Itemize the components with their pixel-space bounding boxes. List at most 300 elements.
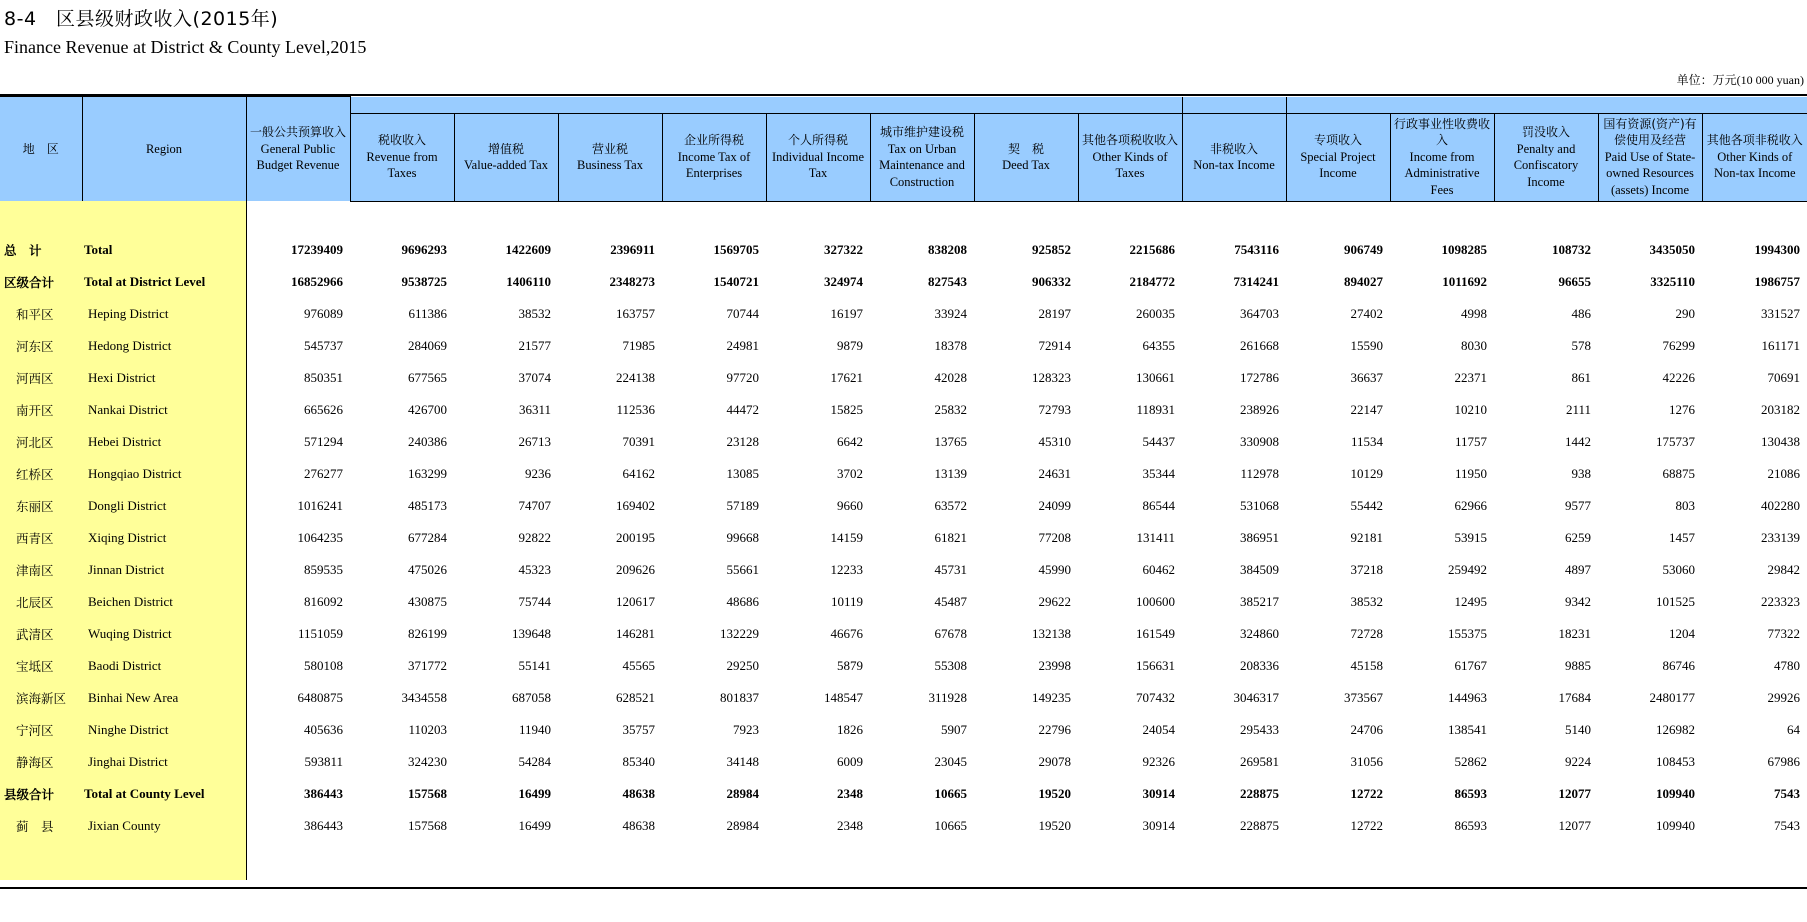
value-cell: 14159 bbox=[830, 529, 863, 545]
value-cell: 60462 bbox=[1142, 561, 1175, 577]
value-cell: 28984 bbox=[726, 817, 759, 833]
value-cell: 17621 bbox=[830, 369, 863, 385]
value-cell: 5907 bbox=[941, 721, 967, 737]
value-cell: 86593 bbox=[1454, 817, 1487, 833]
value-cell: 97720 bbox=[726, 369, 759, 385]
region-name-cn: 津南区 bbox=[0, 554, 82, 586]
value-cell: 7543 bbox=[1774, 785, 1800, 801]
value-cell: 72914 bbox=[1038, 337, 1071, 353]
value-cell: 35757 bbox=[622, 721, 655, 737]
value-cell: 6259 bbox=[1565, 529, 1591, 545]
value-cell: 1569705 bbox=[713, 241, 759, 257]
spacer-row bbox=[0, 842, 1807, 880]
value-cell: 29622 bbox=[1038, 593, 1071, 609]
value-cell: 611386 bbox=[408, 305, 447, 321]
value-cell: 15825 bbox=[830, 401, 863, 417]
table-body bbox=[0, 201, 1807, 880]
value-cell: 801837 bbox=[720, 689, 759, 705]
value-cell: 580108 bbox=[304, 657, 343, 673]
value-cell: 4780 bbox=[1774, 657, 1800, 673]
value-cell: 906749 bbox=[1344, 241, 1383, 257]
value-cell: 906332 bbox=[1032, 273, 1071, 289]
value-cell: 28984 bbox=[726, 785, 759, 801]
value-cell: 687058 bbox=[512, 689, 551, 705]
value-cell: 23998 bbox=[1038, 657, 1071, 673]
region-name-cn: 县级合计 bbox=[0, 778, 82, 810]
value-cell: 386443 bbox=[304, 817, 343, 833]
value-cell: 9224 bbox=[1565, 753, 1591, 769]
value-cell: 131411 bbox=[1136, 529, 1175, 545]
value-cell: 29250 bbox=[726, 657, 759, 673]
value-cell: 13765 bbox=[934, 433, 967, 449]
value-cell: 11950 bbox=[1454, 465, 1487, 481]
value-cell: 385217 bbox=[1240, 593, 1279, 609]
value-cell: 144963 bbox=[1448, 689, 1487, 705]
value-cell: 2348273 bbox=[609, 273, 655, 289]
value-cell: 30914 bbox=[1142, 785, 1175, 801]
value-cell: 10210 bbox=[1454, 401, 1487, 417]
value-cell: 72793 bbox=[1038, 401, 1071, 417]
region-name-en: Total at District Level bbox=[82, 266, 246, 298]
value-cell: 161171 bbox=[1761, 337, 1800, 353]
value-cell: 27402 bbox=[1350, 305, 1383, 321]
value-cell: 402280 bbox=[1761, 497, 1800, 513]
value-cell: 130438 bbox=[1761, 433, 1800, 449]
table-row bbox=[0, 266, 1807, 298]
value-cell: 2184772 bbox=[1129, 273, 1175, 289]
value-cell: 8030 bbox=[1461, 337, 1487, 353]
value-cell: 169402 bbox=[616, 497, 655, 513]
value-cell: 223323 bbox=[1761, 593, 1800, 609]
value-cell: 9236 bbox=[525, 465, 551, 481]
value-cell: 11757 bbox=[1454, 433, 1487, 449]
value-cell: 157568 bbox=[408, 817, 447, 833]
value-cell: 261668 bbox=[1240, 337, 1279, 353]
value-cell: 7543 bbox=[1774, 817, 1800, 833]
region-name-cn: 区级合计 bbox=[0, 266, 82, 298]
region-name-cn: 宁河区 bbox=[0, 714, 82, 746]
header-nontax: 非税收入 Non-tax Income bbox=[1182, 113, 1286, 201]
value-cell: 24981 bbox=[726, 337, 759, 353]
value-cell: 826199 bbox=[408, 625, 447, 641]
value-cell: 55308 bbox=[934, 657, 967, 673]
value-cell: 85340 bbox=[622, 753, 655, 769]
value-cell: 816092 bbox=[304, 593, 343, 609]
value-cell: 1986757 bbox=[1754, 273, 1800, 289]
value-cell: 24099 bbox=[1038, 497, 1071, 513]
value-cell: 1064235 bbox=[297, 529, 343, 545]
value-cell: 9885 bbox=[1565, 657, 1591, 673]
value-cell: 324974 bbox=[824, 273, 863, 289]
table-row bbox=[0, 330, 1807, 362]
region-name-en: Total bbox=[82, 234, 246, 266]
value-cell: 3046317 bbox=[1233, 689, 1279, 705]
value-cell: 925852 bbox=[1032, 241, 1071, 257]
region-name-cn: 南开区 bbox=[0, 394, 82, 426]
value-cell: 850351 bbox=[304, 369, 343, 385]
header-enterprise-income-tax: 企业所得税 Income Tax of Enterprises bbox=[662, 113, 766, 201]
value-cell: 7923 bbox=[733, 721, 759, 737]
value-cell: 330908 bbox=[1240, 433, 1279, 449]
value-cell: 2348 bbox=[837, 785, 863, 801]
header-other-taxes: 其他各项税收收入 Other Kinds of Taxes bbox=[1078, 113, 1182, 201]
value-cell: 1011692 bbox=[1442, 273, 1487, 289]
header-special-income: 专项收入 Special Project Income bbox=[1286, 113, 1390, 201]
value-cell: 4897 bbox=[1565, 561, 1591, 577]
value-cell: 12722 bbox=[1350, 785, 1383, 801]
header-region-cn: 地 区 bbox=[0, 97, 82, 202]
value-cell: 112978 bbox=[1240, 465, 1279, 481]
region-name-en: Baodi District bbox=[82, 650, 246, 682]
value-cell: 30914 bbox=[1142, 817, 1175, 833]
value-cell: 18231 bbox=[1558, 625, 1591, 641]
value-cell: 324860 bbox=[1240, 625, 1279, 641]
table-row bbox=[0, 650, 1807, 682]
revenue-table-container bbox=[0, 96, 1807, 887]
table-row bbox=[0, 298, 1807, 330]
value-cell: 324230 bbox=[408, 753, 447, 769]
value-cell: 1826 bbox=[837, 721, 863, 737]
value-cell: 163757 bbox=[616, 305, 655, 321]
region-name-cn: 武清区 bbox=[0, 618, 82, 650]
value-cell: 64162 bbox=[622, 465, 655, 481]
unit-label-cn: 单位：万元 bbox=[1676, 73, 1737, 87]
value-cell: 827543 bbox=[928, 273, 967, 289]
value-cell: 53915 bbox=[1454, 529, 1487, 545]
value-cell: 327322 bbox=[824, 241, 863, 257]
value-cell: 28197 bbox=[1038, 305, 1071, 321]
value-cell: 112536 bbox=[616, 401, 655, 417]
unit-label bbox=[1677, 71, 1804, 88]
value-cell: 33924 bbox=[934, 305, 967, 321]
value-cell: 5140 bbox=[1565, 721, 1591, 737]
table-row bbox=[0, 394, 1807, 426]
value-cell: 139648 bbox=[512, 625, 551, 641]
region-name-en: Hexi District bbox=[82, 362, 246, 394]
value-cell: 64355 bbox=[1142, 337, 1175, 353]
value-cell: 16197 bbox=[830, 305, 863, 321]
value-cell: 228875 bbox=[1240, 785, 1279, 801]
value-cell: 386951 bbox=[1240, 529, 1279, 545]
value-cell: 12233 bbox=[830, 561, 863, 577]
region-name-cn: 蓟 县 bbox=[0, 810, 82, 842]
value-cell: 126982 bbox=[1656, 721, 1695, 737]
header-nontax-group bbox=[1286, 97, 1807, 114]
value-cell: 6480875 bbox=[297, 689, 343, 705]
value-cell: 21086 bbox=[1767, 465, 1800, 481]
value-cell: 1204 bbox=[1669, 625, 1695, 641]
value-cell: 4998 bbox=[1461, 305, 1487, 321]
value-cell: 240386 bbox=[408, 433, 447, 449]
value-cell: 10665 bbox=[934, 785, 967, 801]
value-cell: 37074 bbox=[518, 369, 551, 385]
value-cell: 24054 bbox=[1142, 721, 1175, 737]
region-name-cn: 河北区 bbox=[0, 426, 82, 458]
value-cell: 203182 bbox=[1761, 401, 1800, 417]
value-cell: 34148 bbox=[726, 753, 759, 769]
value-cell: 138541 bbox=[1448, 721, 1487, 737]
header-admin-fees: 行政事业性收费收入 Income from Administrative Fees bbox=[1390, 113, 1494, 201]
value-cell: 10665 bbox=[934, 817, 967, 833]
value-cell: 17239409 bbox=[291, 241, 343, 257]
value-cell: 19520 bbox=[1038, 817, 1071, 833]
value-cell: 109940 bbox=[1656, 785, 1695, 801]
value-cell: 29842 bbox=[1767, 561, 1800, 577]
value-cell: 838208 bbox=[928, 241, 967, 257]
value-cell: 26713 bbox=[518, 433, 551, 449]
value-cell: 132138 bbox=[1032, 625, 1071, 641]
value-cell: 1406110 bbox=[506, 273, 551, 289]
value-cell: 45731 bbox=[934, 561, 967, 577]
value-cell: 665626 bbox=[304, 401, 343, 417]
value-cell: 45158 bbox=[1350, 657, 1383, 673]
table-row bbox=[0, 426, 1807, 458]
header-tax-group bbox=[350, 97, 1182, 114]
value-cell: 46676 bbox=[830, 625, 863, 641]
value-cell: 92822 bbox=[518, 529, 551, 545]
value-cell: 2348 bbox=[837, 817, 863, 833]
region-name-en: Wuqing District bbox=[82, 618, 246, 650]
region-name-en: Total at County Level bbox=[82, 778, 246, 810]
region-name-cn: 河东区 bbox=[0, 330, 82, 362]
value-cell: 405636 bbox=[304, 721, 343, 737]
value-cell: 67986 bbox=[1767, 753, 1800, 769]
value-cell: 70744 bbox=[726, 305, 759, 321]
value-cell: 71985 bbox=[622, 337, 655, 353]
value-cell: 92326 bbox=[1142, 753, 1175, 769]
value-cell: 9696293 bbox=[401, 241, 447, 257]
region-name-cn: 东丽区 bbox=[0, 490, 82, 522]
table-title-cn: 8-4 区县级财政收入(2015年) bbox=[4, 8, 279, 30]
value-cell: 6642 bbox=[837, 433, 863, 449]
value-cell: 92181 bbox=[1350, 529, 1383, 545]
value-cell: 148547 bbox=[824, 689, 863, 705]
value-cell: 1442 bbox=[1565, 433, 1591, 449]
value-cell: 13139 bbox=[934, 465, 967, 481]
value-cell: 1422609 bbox=[505, 241, 551, 257]
value-cell: 22796 bbox=[1038, 721, 1071, 737]
region-name-en: Binhai New Area bbox=[82, 682, 246, 714]
value-cell: 22147 bbox=[1350, 401, 1383, 417]
revenue-table bbox=[0, 96, 1807, 880]
value-cell: 37218 bbox=[1350, 561, 1383, 577]
region-name-cn: 西青区 bbox=[0, 522, 82, 554]
header-tax: 税收收入 Revenue from Taxes bbox=[350, 113, 454, 201]
value-cell: 57189 bbox=[726, 497, 759, 513]
value-cell: 63572 bbox=[934, 497, 967, 513]
value-cell: 1276 bbox=[1669, 401, 1695, 417]
value-cell: 77208 bbox=[1038, 529, 1071, 545]
value-cell: 2111 bbox=[1565, 401, 1591, 417]
value-cell: 260035 bbox=[1136, 305, 1175, 321]
value-cell: 12495 bbox=[1454, 593, 1487, 609]
value-cell: 1994300 bbox=[1754, 241, 1800, 257]
value-cell: 9538725 bbox=[401, 273, 447, 289]
header-urban-tax: 城市维护建设税 Tax on Urban Maintenance and Construction bbox=[870, 113, 974, 201]
value-cell: 99668 bbox=[726, 529, 759, 545]
region-name-cn: 宝坻区 bbox=[0, 650, 82, 682]
value-cell: 55661 bbox=[726, 561, 759, 577]
value-cell: 233139 bbox=[1761, 529, 1800, 545]
value-cell: 23045 bbox=[934, 753, 967, 769]
value-cell: 803 bbox=[1675, 497, 1695, 513]
value-cell: 45565 bbox=[622, 657, 655, 673]
value-cell: 5879 bbox=[837, 657, 863, 673]
table-row bbox=[0, 618, 1807, 650]
value-cell: 426700 bbox=[408, 401, 447, 417]
value-cell: 55442 bbox=[1350, 497, 1383, 513]
header-deed-tax: 契 税 Deed Tax bbox=[974, 113, 1078, 201]
value-cell: 284069 bbox=[408, 337, 447, 353]
region-name-cn: 滨海新区 bbox=[0, 682, 82, 714]
value-cell: 29078 bbox=[1038, 753, 1071, 769]
value-cell: 2480177 bbox=[1649, 689, 1695, 705]
value-cell: 628521 bbox=[616, 689, 655, 705]
value-cell: 68875 bbox=[1662, 465, 1695, 481]
value-cell: 48638 bbox=[622, 817, 655, 833]
table-title-en: Finance Revenue at District & County Level,2015 bbox=[4, 37, 367, 57]
region-name-cn: 和平区 bbox=[0, 298, 82, 330]
region-name-en: Heping District bbox=[82, 298, 246, 330]
value-cell: 386443 bbox=[304, 785, 343, 801]
value-cell: 16852966 bbox=[291, 273, 343, 289]
value-cell: 859535 bbox=[304, 561, 343, 577]
value-cell: 12077 bbox=[1558, 817, 1591, 833]
value-cell: 70391 bbox=[622, 433, 655, 449]
header-individual-income-tax: 个人所得税 Individual Income Tax bbox=[766, 113, 870, 201]
value-cell: 9342 bbox=[1565, 593, 1591, 609]
table-row bbox=[0, 810, 1807, 842]
value-cell: 290 bbox=[1675, 305, 1695, 321]
value-cell: 2396911 bbox=[610, 241, 655, 257]
value-cell: 101525 bbox=[1656, 593, 1695, 609]
value-cell: 24631 bbox=[1038, 465, 1071, 481]
region-name-en: Jixian County bbox=[82, 810, 246, 842]
value-cell: 3325110 bbox=[1650, 273, 1695, 289]
unit-label-en: (10 000 yuan) bbox=[1736, 73, 1804, 87]
value-cell: 42028 bbox=[934, 369, 967, 385]
value-cell: 72728 bbox=[1350, 625, 1383, 641]
value-cell: 18378 bbox=[934, 337, 967, 353]
value-cell: 228875 bbox=[1240, 817, 1279, 833]
value-cell: 10129 bbox=[1350, 465, 1383, 481]
value-cell: 118931 bbox=[1136, 401, 1175, 417]
spacer-row bbox=[0, 201, 1807, 234]
value-cell: 21577 bbox=[518, 337, 551, 353]
value-cell: 11940 bbox=[518, 721, 551, 737]
value-cell: 75744 bbox=[518, 593, 551, 609]
value-cell: 1098285 bbox=[1441, 241, 1487, 257]
header-business-tax: 营业税 Business Tax bbox=[558, 113, 662, 201]
value-cell: 25832 bbox=[934, 401, 967, 417]
value-cell: 64 bbox=[1787, 721, 1800, 737]
value-cell: 74707 bbox=[518, 497, 551, 513]
value-cell: 155375 bbox=[1448, 625, 1487, 641]
value-cell: 1151059 bbox=[297, 625, 343, 641]
value-cell: 161549 bbox=[1136, 625, 1175, 641]
value-cell: 259492 bbox=[1448, 561, 1487, 577]
table-row bbox=[0, 522, 1807, 554]
value-cell: 12077 bbox=[1558, 785, 1591, 801]
value-cell: 48638 bbox=[622, 785, 655, 801]
value-cell: 55141 bbox=[518, 657, 551, 673]
value-cell: 100600 bbox=[1136, 593, 1175, 609]
header-penalty: 罚没收入 Penalty and Confiscatory Income bbox=[1494, 113, 1598, 201]
value-cell: 15590 bbox=[1350, 337, 1383, 353]
value-cell: 48686 bbox=[726, 593, 759, 609]
value-cell: 486 bbox=[1571, 305, 1591, 321]
table-row bbox=[0, 458, 1807, 490]
value-cell: 108453 bbox=[1656, 753, 1695, 769]
value-cell: 485173 bbox=[408, 497, 447, 513]
region-name-en: Hebei District bbox=[82, 426, 246, 458]
value-cell: 384509 bbox=[1240, 561, 1279, 577]
value-cell: 42226 bbox=[1662, 369, 1695, 385]
value-cell: 571294 bbox=[304, 433, 343, 449]
region-name-en: Dongli District bbox=[82, 490, 246, 522]
region-name-cn: 河西区 bbox=[0, 362, 82, 394]
value-cell: 311928 bbox=[928, 689, 967, 705]
value-cell: 276277 bbox=[304, 465, 343, 481]
value-cell: 209626 bbox=[616, 561, 655, 577]
value-cell: 861 bbox=[1571, 369, 1591, 385]
value-cell: 1540721 bbox=[713, 273, 759, 289]
value-cell: 430875 bbox=[408, 593, 447, 609]
value-cell: 3434558 bbox=[401, 689, 447, 705]
value-cell: 96655 bbox=[1558, 273, 1591, 289]
header-other-nontax: 其他各项非税收入 Other Kinds of Non-tax Income bbox=[1702, 113, 1807, 201]
value-cell: 208336 bbox=[1240, 657, 1279, 673]
header-general-en: General Public Budget Revenue bbox=[256, 141, 340, 173]
region-name-en: Hongqiao District bbox=[82, 458, 246, 490]
header-state-resources: 国有资源(资产)有偿使用及经营 Paid Use of State-owned Resources (assets) Income bbox=[1598, 113, 1702, 201]
value-cell: 17684 bbox=[1558, 689, 1591, 705]
value-cell: 531068 bbox=[1240, 497, 1279, 513]
table-row bbox=[0, 234, 1807, 266]
value-cell: 7314241 bbox=[1233, 273, 1279, 289]
value-cell: 149235 bbox=[1032, 689, 1071, 705]
value-cell: 45310 bbox=[1038, 433, 1071, 449]
value-cell: 86593 bbox=[1454, 785, 1487, 801]
value-cell: 86746 bbox=[1662, 657, 1695, 673]
value-cell: 22371 bbox=[1454, 369, 1487, 385]
value-cell: 9660 bbox=[837, 497, 863, 513]
value-cell: 77322 bbox=[1767, 625, 1800, 641]
region-name-cn: 红桥区 bbox=[0, 458, 82, 490]
value-cell: 13085 bbox=[726, 465, 759, 481]
value-cell: 108732 bbox=[1552, 241, 1591, 257]
value-cell: 475026 bbox=[408, 561, 447, 577]
value-cell: 36637 bbox=[1350, 369, 1383, 385]
region-name-en: Xiqing District bbox=[82, 522, 246, 554]
value-cell: 2215686 bbox=[1129, 241, 1175, 257]
value-cell: 120617 bbox=[616, 593, 655, 609]
value-cell: 53060 bbox=[1662, 561, 1695, 577]
table-row bbox=[0, 586, 1807, 618]
table-row bbox=[0, 554, 1807, 586]
value-cell: 38532 bbox=[1350, 593, 1383, 609]
value-cell: 45323 bbox=[518, 561, 551, 577]
value-cell: 545737 bbox=[304, 337, 343, 353]
value-cell: 10119 bbox=[830, 593, 863, 609]
header-general-cn: 一般公共预算收入 bbox=[249, 125, 346, 140]
value-cell: 1016241 bbox=[297, 497, 343, 513]
value-cell: 109940 bbox=[1656, 817, 1695, 833]
table-row bbox=[0, 490, 1807, 522]
value-cell: 61767 bbox=[1454, 657, 1487, 673]
value-cell: 238926 bbox=[1240, 401, 1279, 417]
region-name-cn: 总 计 bbox=[0, 234, 82, 266]
